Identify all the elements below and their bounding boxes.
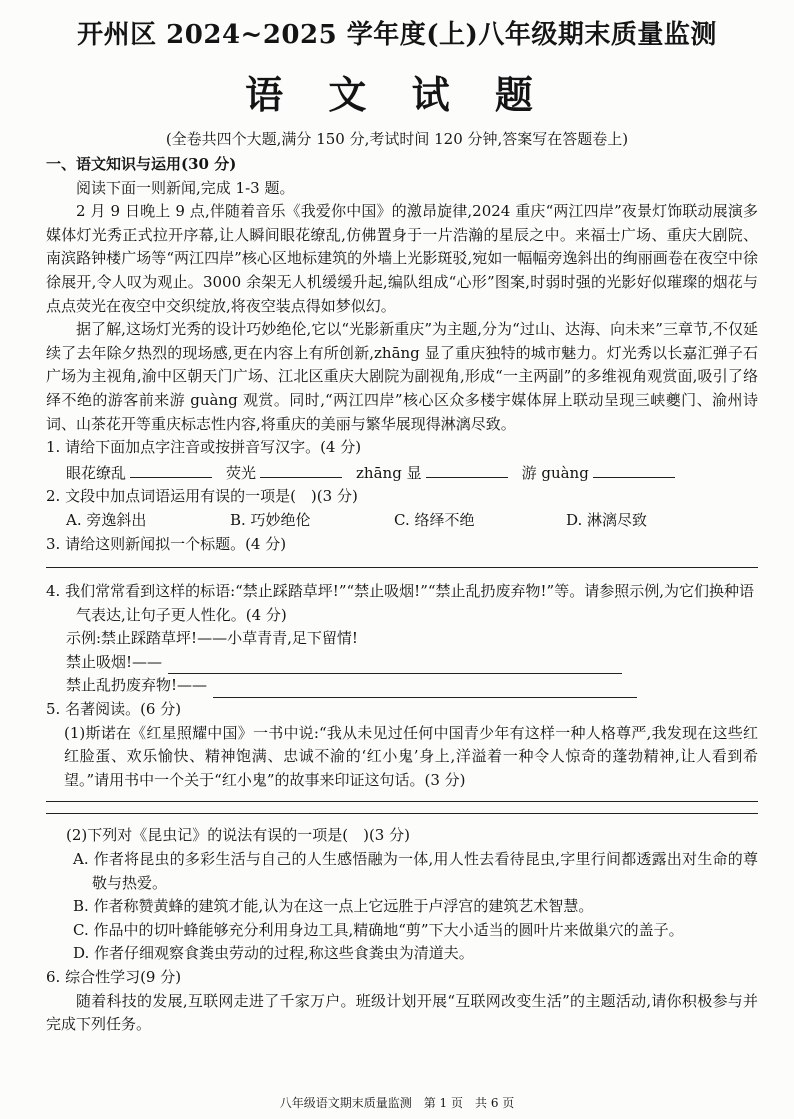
news-paragraph-1: 2 月 9 日晚上 9 点,伴随着音乐《我爱你中国》的激昂旋律,2024 重庆“两江四岸”夜景灯饰联动展演多媒体灯光秀正式拉开序幕,让人瞬间眼花缭乱,仿佛置身于一片浩瀚的星辰之中。来福士广场、重庆大剧院、南滨路钟楼广场等“两江四岸”核心区地标建筑的外墙上光影斑驳,宛如一幅幅旁逸斜出的绚丽画卷在夜空中徐徐展开,令人叹为观止。3000 余架无人机缓缓升起,编队组成“心形”图案,时弱时强的光影好似璀璨的烟花与点点荧光在夜空中交织绽放,将夜空装点得如梦似幻。 (46, 202, 758, 315)
blank-item (356, 460, 508, 486)
question-5-stem: 5. 名著阅读。(6 分) (46, 700, 182, 719)
option-b[interactable]: B. 作者称赞黄蜂的建筑才能,认为在这一点上它远胜于卢浮宫的建筑艺术智慧。 (73, 897, 594, 916)
reading-intro: 阅读下面一则新闻,完成 1-3 题。 (76, 178, 295, 197)
answer-blank[interactable] (213, 681, 637, 698)
answer-blank[interactable] (426, 460, 508, 478)
answer-line[interactable] (46, 800, 758, 802)
question-6-stem: 6. 综合性学习(9 分) (46, 968, 182, 986)
question-1-blanks (46, 460, 758, 486)
option-c[interactable]: C. 作品中的切叶蜂能够充分利用身边工具,精确地“剪”下大小适当的圆叶片来做巢穴的盖子。 (73, 920, 684, 939)
exam-title: 开州区 2024~2025 学年度(上)八年级期末质量监测 (77, 20, 717, 50)
question-1-stem: 1. 请给下面加点字注音或按拼音写汉字。(4 分) (46, 438, 362, 457)
question-3-stem: 3. 请给这则新闻拟一个标题。(4 分) (46, 534, 287, 553)
blank-item (522, 460, 675, 486)
answer-blank[interactable] (130, 460, 212, 478)
blank-label: 荧光 (226, 463, 257, 482)
answer-blank[interactable] (593, 460, 675, 478)
news-paragraph-2: 据了解,这场灯光秀的设计巧妙绝伦,它以“光影新重庆”为主题,分为“过山、达海、向未来”三章节,不仅延续了去年除夕热烈的现场感,更在内容上有所创新,zhāng 显了重庆独特的城市魅力。灯光秀以长嘉汇弹子石广场为主视角,渝中区朝天门广场、江北区重庆大剧院为副视角,形成“一主两副”的多维视角观赏面,吸引了络绎不绝的游客前来游 guàng 观赏。同时,“两江四岸”核心区众多楼宇媒体屏上联动呈现三峡夔门、渝州诗词、山茶花开等重庆标志性内容,将重庆的美丽与繁华展现得淋漓尽致。 (46, 320, 758, 433)
item-label: 禁止乱扔废弃物!—— (66, 676, 208, 695)
answer-line[interactable] (46, 566, 758, 568)
option-a[interactable]: A. 旁逸斜出 (66, 510, 147, 529)
blank-item (66, 460, 212, 486)
question-4-item-2 (46, 674, 758, 698)
option-a[interactable]: A. 作者将昆虫的多彩生活与自己的人生感悟融为一体,用人性去看待昆虫,字里行间都透露出对生命的尊敬与热爱。 (73, 850, 758, 892)
blank-item (226, 460, 342, 486)
answer-blank[interactable] (260, 460, 342, 478)
answer-blank[interactable] (168, 657, 622, 674)
page-footer: 八年级语文期末质量监测 第 1 页 共 6 页 (279, 1096, 515, 1110)
option-d[interactable]: D. 淋漓尽致 (566, 510, 648, 529)
question-2-options (46, 509, 758, 533)
question-5-part-2: (2)下列对《昆虫记》的说法有误的一项是( )(3 分) (66, 826, 410, 845)
option-d[interactable]: D. 作者仔细观察食粪虫劳动的过程,称这些食粪虫为清道夫。 (73, 944, 474, 963)
section-heading: 一、语文知识与运用(30 分) (46, 155, 237, 173)
option-b[interactable]: B. 巧妙绝伦 (230, 510, 311, 529)
question-4-stem: 4. 我们常常看到这样的标语:“禁止踩踏草坪!”“禁止吸烟!”“禁止乱扔废弃物!”等。请参照示例,为它们换种语气表达,让句子更人性化。(4 分) (46, 582, 754, 624)
answer-line[interactable] (46, 812, 758, 814)
exam-subject-title: 语 文 试 题 (245, 72, 549, 117)
item-label: 禁止吸烟!—— (66, 652, 163, 671)
question-4-item-1 (46, 651, 758, 675)
question-5-part-1: (1)斯诺在《红星照耀中国》一书中说:“我从未见过任何中国青少年有这样一种人格尊严,我发现在这些红红脸蛋、欢乐愉快、精神饱满、忠诚不渝的‘红小鬼’身上,洋溢着一种令人惊奇的蓬勃精神,让人看到希望。”请用书中一个关于“红小鬼”的故事来印证这句话。(3 分) (64, 723, 758, 789)
blank-label: zhāng 显 (356, 463, 422, 482)
question-6-intro: 随着科技的发展,互联网走进了千家万户。班级计划开展“互联网改变生活”的主题活动,请你积极参与并完成下列任务。 (46, 991, 758, 1034)
question-2-stem: 2. 文段中加点词语运用有误的一项是( )(3 分) (46, 487, 358, 506)
blank-label: 眼花缭乱 (66, 463, 127, 482)
blank-label: 游 guàng (521, 463, 589, 482)
exam-instructions: (全卷共四个大题,满分 150 分,考试时间 120 分钟,答案写在答题卷上) (165, 130, 629, 148)
option-c[interactable]: C. 络绎不绝 (394, 510, 475, 529)
question-4-example: 示例:禁止踩踏草坪!——小草青青,足下留情! (66, 629, 358, 648)
exam-content (46, 153, 758, 1037)
